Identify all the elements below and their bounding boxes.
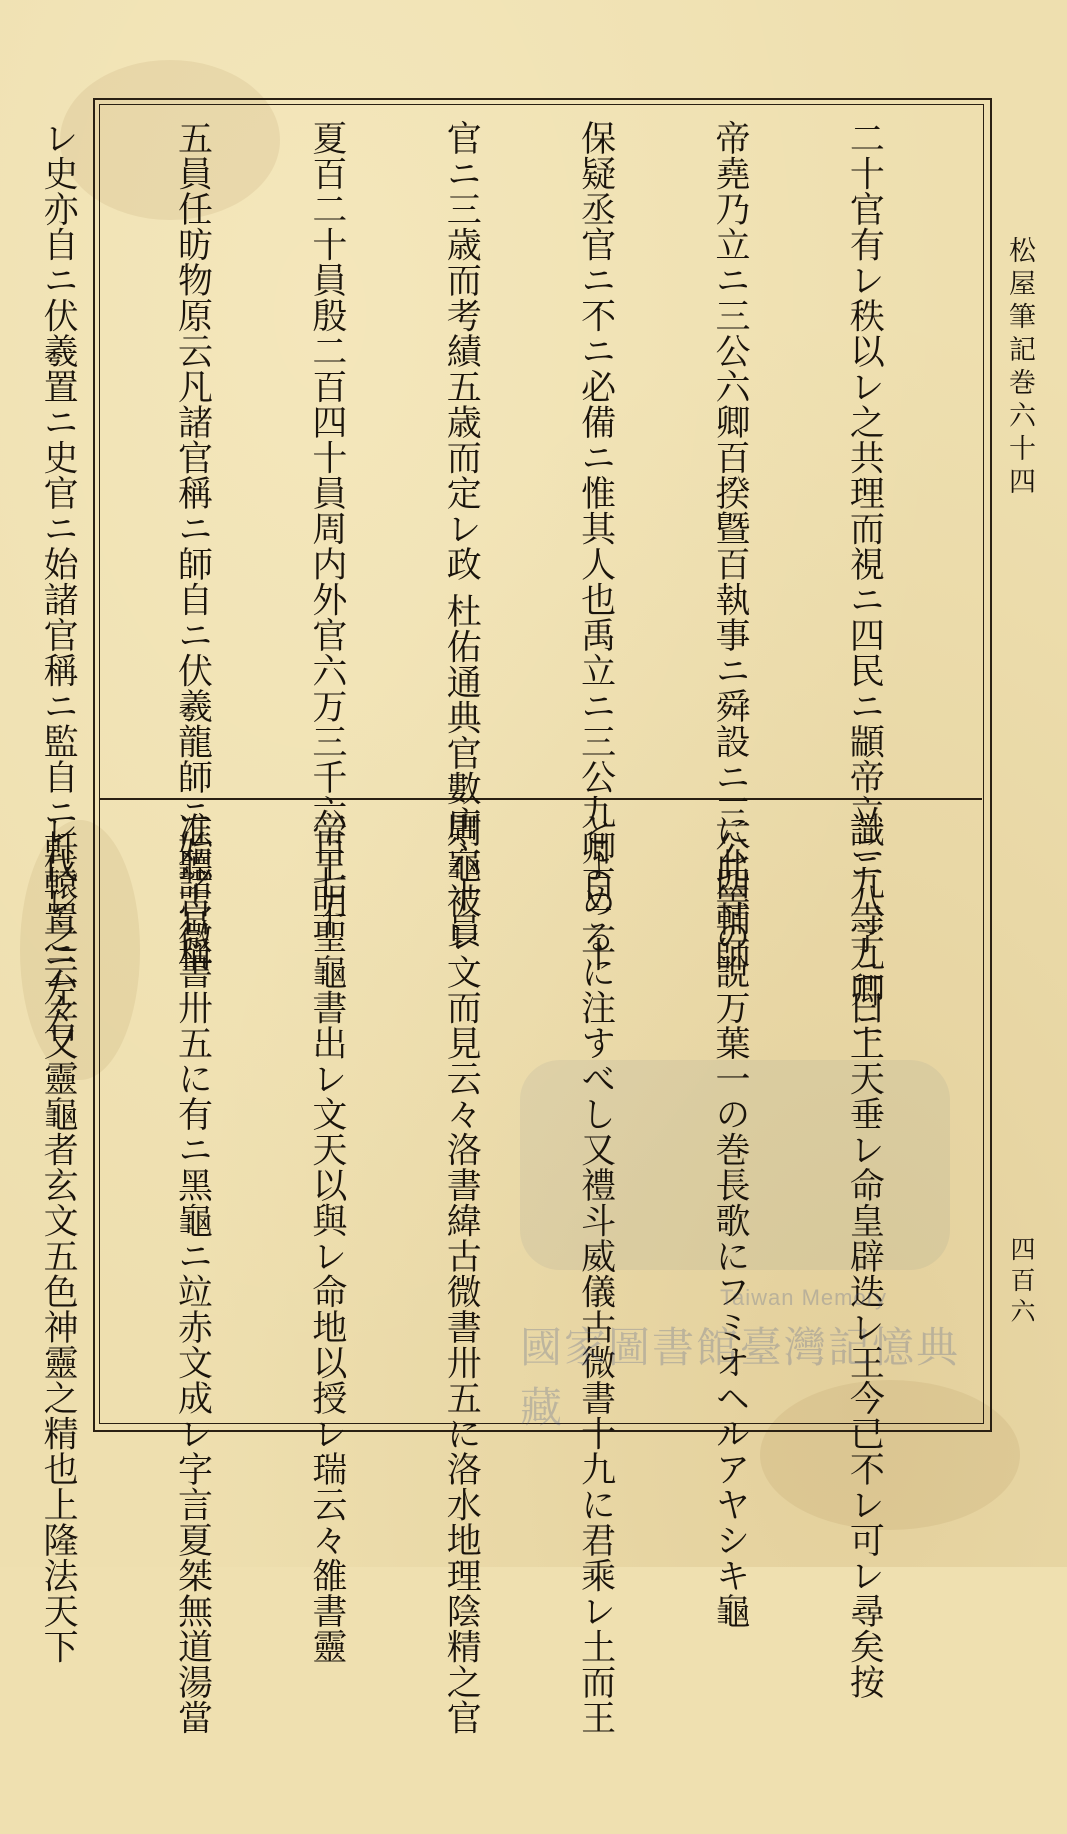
- watermark-chinese: 國家圖書館臺灣記憶典藏: [520, 1323, 961, 1432]
- text-column: 五員任昉物原云凡諸官稱ニ師自ニ伏羲龍師ニ始諸官稱: [172, 120, 213, 972]
- running-title: 松屋筆記巻六十四: [1004, 236, 1035, 500]
- text-column: 帝堯乃立ニ三公六卿百揆曁百執事ニ舜設ニ三公四輔師: [710, 120, 751, 972]
- text-column: 准聽古微書卅五に有ニ黑龜ニ竝赤文成レ字言夏桀無道湯當: [172, 812, 213, 1735]
- text-column: 官ニ三歳而考績五歳而定レ政 杜佑通典官數唐六十員: [441, 120, 482, 949]
- text-column: 帝王明聖龜書出レ文天以與レ命地以授レ瑞云々雒書靈: [306, 812, 347, 1664]
- text-column: 則龜被レ文而見云々洛書緯古微書卅五に洛水地理陰精之官: [441, 812, 482, 1735]
- archive-watermark: [520, 1285, 1000, 1435]
- text-column: レ史亦自ニ伏羲置ニ史官ニ始諸官稱ニ監自ニ軒轅置ニ左右: [38, 120, 79, 1043]
- upper-text-section: [38, 120, 976, 1043]
- text-column: に此等の說万葉一の巻長歌にフミオヘルアヤシキ龜: [710, 812, 751, 1629]
- text-column: 保疑丞官ニ不ニ必備ニ惟其人也禹立ニ三公九卿百二十: [575, 120, 616, 972]
- page-number: 四百六: [1007, 1236, 1036, 1329]
- text-column: レ伐レ之云々又靈龜者玄文五色神靈之精也上隆法天下: [38, 812, 79, 1664]
- text-column: 夏百二十員殷二百四十員周内外官六万三千六百七十: [306, 120, 347, 937]
- watermark-english: Taiwan Memory: [720, 1285, 888, 1310]
- text-column: とよめるに注すべし又禮斗威儀古微書十九に君乘レ土而王: [575, 812, 616, 1735]
- text-column: 二十官有レ秩以レ之共理而視ニ四民ニ顓帝立ニ九寺九卿ニ: [844, 120, 885, 1043]
- text-column: 識ニ八字ニ曰上天垂レ命皇辟迭レ王今已不レ可レ尋矣按: [844, 812, 885, 1700]
